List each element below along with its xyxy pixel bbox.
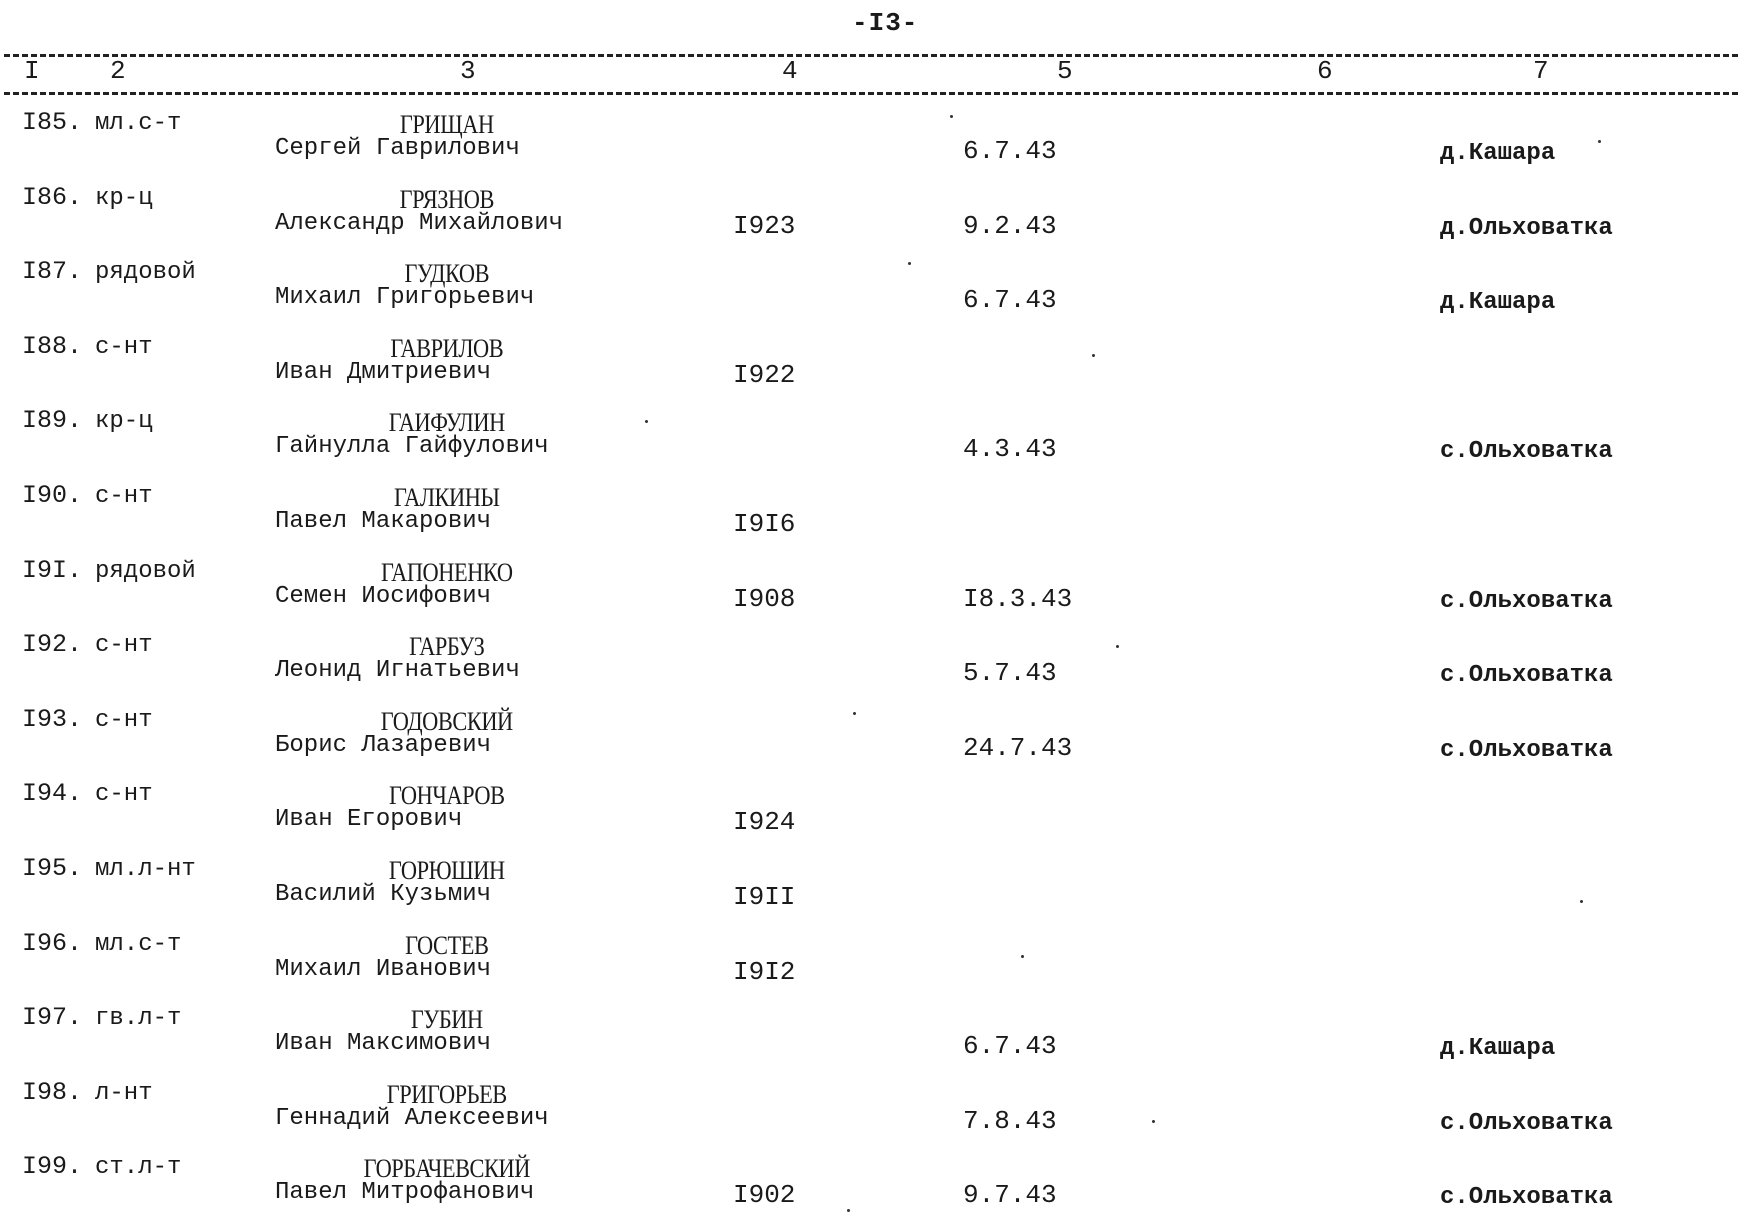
given-name-patronymic: Гайнулла Гайфулович bbox=[275, 433, 549, 460]
column-header-6: 6 bbox=[1317, 56, 1333, 86]
scan-speck bbox=[1580, 900, 1583, 903]
rank: ст.л-т bbox=[95, 1154, 182, 1181]
surname: ГАИФУЛИН bbox=[388, 408, 505, 437]
burial-place: с.Ольховатка bbox=[1440, 662, 1613, 689]
record-number: I92. bbox=[22, 630, 83, 659]
surname: ГАВРИЛОВ bbox=[390, 334, 504, 363]
surname: ГУДКОВ bbox=[404, 259, 490, 288]
surname: ГОРЮШИН bbox=[388, 856, 505, 885]
page-number: -I3- bbox=[852, 8, 919, 38]
record-number: I86. bbox=[22, 183, 83, 212]
rank: кр-ц bbox=[95, 185, 153, 212]
record-number: I96. bbox=[22, 929, 83, 958]
rank: рядовой bbox=[95, 558, 196, 585]
scan-speck bbox=[908, 262, 911, 265]
record-row bbox=[0, 1152, 1752, 1226]
death-date: 6.7.43 bbox=[963, 136, 1057, 166]
given-name-patronymic: Борис Лазаревич bbox=[275, 732, 492, 759]
rank: с-нт bbox=[95, 483, 153, 510]
rank: гв.л-т bbox=[95, 1005, 182, 1032]
death-date: 6.7.43 bbox=[963, 1031, 1057, 1061]
scan-speck bbox=[1021, 955, 1024, 958]
surname: ГРИГОРЬЕВ bbox=[386, 1080, 507, 1109]
burial-place: с.Ольховатка bbox=[1440, 737, 1613, 764]
given-name-patronymic: Павел Митрофанович bbox=[275, 1179, 535, 1206]
record-number: I87. bbox=[22, 257, 83, 286]
birth-year: I9II bbox=[733, 882, 796, 912]
record-number: I94. bbox=[22, 779, 83, 808]
rank: мл.с-т bbox=[95, 110, 182, 137]
record-number: I85. bbox=[22, 108, 83, 137]
birth-year: I922 bbox=[733, 360, 796, 390]
column-header-7: 7 bbox=[1533, 56, 1549, 86]
record-row bbox=[0, 183, 1752, 257]
scan-speck bbox=[847, 1209, 850, 1212]
birth-year: I9I6 bbox=[733, 509, 796, 539]
birth-year: I9I2 bbox=[733, 957, 796, 987]
burial-place: д.Кашара bbox=[1440, 289, 1556, 316]
record-number: I95. bbox=[22, 854, 83, 883]
death-date: 6.7.43 bbox=[963, 285, 1057, 315]
column-header-2: 2 bbox=[110, 56, 126, 86]
record-row bbox=[0, 108, 1752, 182]
surname: ГРИЩАН bbox=[399, 110, 494, 139]
column-header-5: 5 bbox=[1057, 56, 1073, 86]
record-row bbox=[0, 406, 1752, 480]
record-row bbox=[0, 332, 1752, 406]
record-row bbox=[0, 705, 1752, 779]
given-name-patronymic: Павел Макарович bbox=[275, 508, 492, 535]
rank: л-нт bbox=[95, 1080, 153, 1107]
given-name-patronymic: Леонид Игнатьевич bbox=[275, 657, 520, 684]
birth-year: I924 bbox=[733, 807, 796, 837]
record-row bbox=[0, 1003, 1752, 1077]
record-row bbox=[0, 556, 1752, 630]
given-name-patronymic: Иван Дмитриевич bbox=[275, 359, 492, 386]
header-rule-top bbox=[4, 54, 1738, 57]
rank: мл.л-нт bbox=[95, 856, 196, 883]
birth-year: I908 bbox=[733, 584, 796, 614]
record-row bbox=[0, 257, 1752, 331]
record-row bbox=[0, 630, 1752, 704]
record-row bbox=[0, 854, 1752, 928]
surname: ГОСТЕВ bbox=[405, 931, 489, 960]
rank: с-нт bbox=[95, 334, 153, 361]
record-number: I93. bbox=[22, 705, 83, 734]
record-number: I9I. bbox=[22, 556, 83, 585]
header-rule-bottom bbox=[4, 92, 1738, 95]
burial-place: с.Ольховатка bbox=[1440, 1110, 1613, 1137]
scan-speck bbox=[1116, 645, 1119, 648]
record-number: I99. bbox=[22, 1152, 83, 1181]
death-date: 4.3.43 bbox=[963, 434, 1057, 464]
death-date: 7.8.43 bbox=[963, 1106, 1057, 1136]
burial-place: д.Кашара bbox=[1440, 1035, 1556, 1062]
record-number: I97. bbox=[22, 1003, 83, 1032]
scan-speck bbox=[1092, 354, 1095, 357]
record-row bbox=[0, 1078, 1752, 1152]
rank: кр-ц bbox=[95, 408, 153, 435]
burial-place: д.Ольховатка bbox=[1440, 215, 1613, 242]
given-name-patronymic: Сергей Гаврилович bbox=[275, 135, 520, 162]
scan-speck bbox=[1598, 140, 1601, 143]
burial-place: с.Ольховатка bbox=[1440, 1184, 1613, 1211]
surname: ГУБИН bbox=[410, 1005, 483, 1034]
rank: с-нт bbox=[95, 707, 153, 734]
record-row bbox=[0, 779, 1752, 853]
death-date: I8.3.43 bbox=[963, 584, 1073, 614]
birth-year: I902 bbox=[733, 1180, 796, 1210]
death-date: 24.7.43 bbox=[963, 733, 1073, 763]
burial-place: д.Кашара bbox=[1440, 140, 1556, 167]
record-number: I90. bbox=[22, 481, 83, 510]
burial-place: с.Ольховатка bbox=[1440, 438, 1613, 465]
given-name-patronymic: Михаил Иванович bbox=[275, 956, 492, 983]
given-name-patronymic: Михаил Григорьевич bbox=[275, 284, 535, 311]
birth-year: I923 bbox=[733, 211, 796, 241]
rank: рядовой bbox=[95, 259, 196, 286]
rank: с-нт bbox=[95, 781, 153, 808]
given-name-patronymic: Александр Михайлович bbox=[275, 210, 564, 237]
given-name-patronymic: Василий Кузьмич bbox=[275, 881, 492, 908]
record-number: I89. bbox=[22, 406, 83, 435]
given-name-patronymic: Иван Егорович bbox=[275, 806, 463, 833]
surname: ГАПОНЕНКО bbox=[381, 558, 513, 587]
surname: ГАРБУЗ bbox=[409, 632, 485, 661]
burial-place: с.Ольховатка bbox=[1440, 588, 1613, 615]
scan-speck bbox=[950, 115, 953, 118]
death-date: 5.7.43 bbox=[963, 658, 1057, 688]
scan-speck bbox=[853, 712, 856, 715]
surname: ГОРБАЧЕВСКИЙ bbox=[363, 1154, 530, 1183]
surname: ГРЯЗНОВ bbox=[399, 185, 494, 214]
death-date: 9.7.43 bbox=[963, 1180, 1057, 1210]
death-date: 9.2.43 bbox=[963, 211, 1057, 241]
surname: ГАЛКИНЫ bbox=[394, 483, 500, 512]
record-number: I88. bbox=[22, 332, 83, 361]
column-header-4: 4 bbox=[782, 56, 798, 86]
given-name-patronymic: Иван Максимович bbox=[275, 1030, 492, 1057]
record-row bbox=[0, 481, 1752, 555]
rank: с-нт bbox=[95, 632, 153, 659]
scan-speck bbox=[645, 420, 648, 423]
given-name-patronymic: Семен Иосифович bbox=[275, 583, 492, 610]
surname: ГОДОВСКИЙ bbox=[380, 707, 513, 736]
scan-speck bbox=[1152, 1120, 1155, 1123]
column-header-1: I bbox=[24, 56, 40, 86]
given-name-patronymic: Геннадий Алексеевич bbox=[275, 1105, 549, 1132]
column-header-3: 3 bbox=[460, 56, 476, 86]
surname: ГОНЧАРОВ bbox=[388, 781, 505, 810]
rank: мл.с-т bbox=[95, 931, 182, 958]
record-row bbox=[0, 929, 1752, 1003]
record-number: I98. bbox=[22, 1078, 83, 1107]
